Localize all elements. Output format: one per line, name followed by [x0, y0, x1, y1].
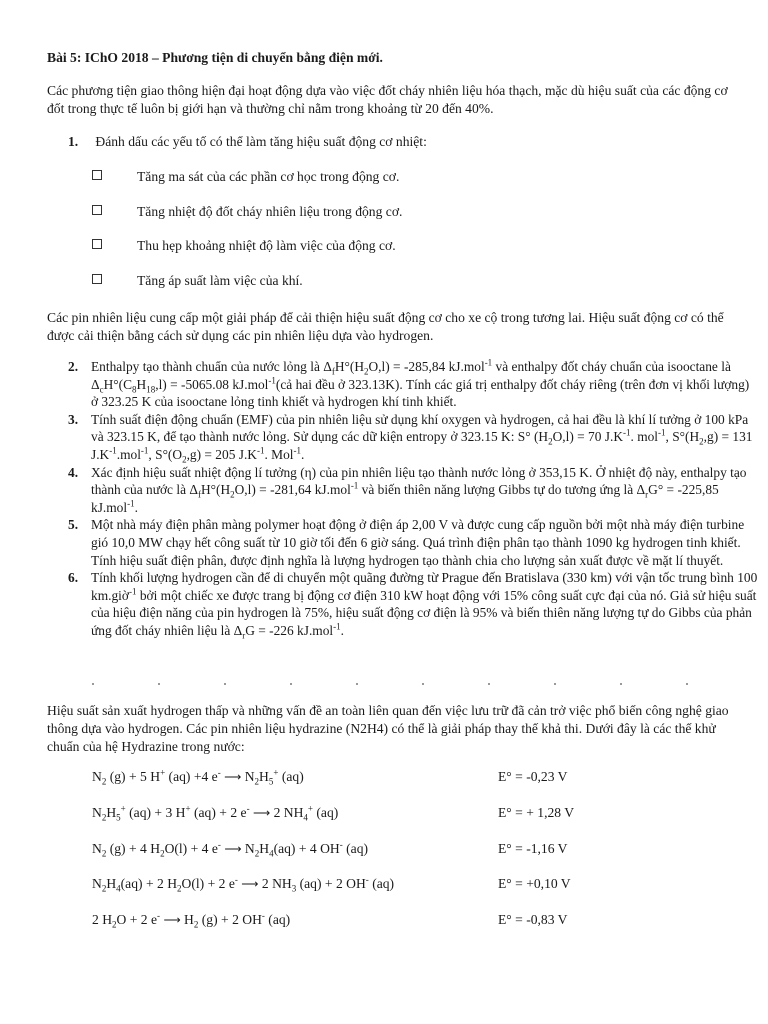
reaction-equation: $N_2$ (g) + 4 $H_2O(l) + 4$ e- ⟶ $N_2H_4(aq) + 4$ OH- (aq): [92, 839, 369, 859]
fuel-cell-paragraph: Các pin nhiên liệu cung cấp một giải pháp để cải thiện hiệu suất động cơ cho xe cộ trong tương lai. Hiệu suất động cơ có thể được cải thiện bằng cách sử dụng các pin nhiên liệu dựa vào hydrogen.: [47, 310, 724, 343]
question-1: [68, 134, 427, 150]
question-item: [68, 464, 758, 517]
option-label: Tăng nhiệt độ đốt cháy nhiên liệu trong động cơ.: [137, 204, 403, 219]
question-list: [68, 358, 758, 640]
potential-value: E° = -0,23 V: [498, 769, 568, 784]
question-number: 2.: [68, 359, 79, 374]
question-text: Tính suất điện động chuẩn (EMF) của pin nhiên liệu sử dụng khí oxygen và hydrogen, cả hai đều là khí lí tưởng ở 100 kPa và 323.15 K, để tạo thành nước lỏng. Sử dụng các dữ kiện entropy ở 323.15 K: S° $(H_2O,l) = 70$ $J.K^{-1}$. mol$^{-1}$, $S^\circ(H_2,g) = 131$ $J.K^{-1}.mol^{-1}$, $S^\circ(O_2,g) = 205$ $J.K^{-1}$. Mol$^{-1}$.: [91, 411, 753, 465]
question-number: 3.: [68, 411, 79, 427]
question-text: Xác định hiệu suất nhiệt động lí tưởng (η) của pin nhiên liệu tạo thành nước lỏng ở 353,15 K. Ở nhiệt độ này, enthalpy tạo thành của nước là $\Delta_fH^\circ(H_2O,l) = -281,64$ kJ.mol$^{-1}$ và biến thiên năng lượng Gibbs tự do tương ứng là $\Delta_rG^\circ = -225,85$ kJ.mol$^{-1}$.: [91, 464, 747, 515]
reaction-equation: $N_2H_4(aq) + 2$ $H_2O(l) + 2$ e- ⟶ 2 $NH_3$ (aq) + 2 OH- (aq): [92, 874, 395, 894]
question-number: 5.: [68, 517, 79, 533]
reaction-equation: $N_2$ (g) + 5 H+ (aq) +4 e- ⟶ $N_2H_5^+$ (aq): [92, 767, 304, 787]
reaction-equation: $N_2H_5^+$ (aq) + 3 H+ (aq) + 2 e- ⟶ 2 $NH_4^+$ (aq): [92, 803, 339, 823]
option-label: Tăng ma sát của các phần cơ học trong động cơ.: [137, 169, 400, 184]
reaction-equation: 2 $H_2O + 2$ e- ⟶ $H_2$ (g) + 2 OH- (aq): [92, 910, 291, 930]
question-item: [68, 358, 758, 411]
question-text: Enthalpy tạo thành chuẩn của nước lỏng là $\Delta_fH^\circ(H_2O,l) = -285,84$ kJ.mol$^{-1}$ và enthalpy đốt cháy chuẩn của isooctane là $\Delta_cH^\circ(C_8H_{18},l) = -5065.08$ kJ.mol$^{-1}$(cả hai đều ở 323.13K). Tính các giá trị enthalpy đốt cháy riêng (trên đơn vị khối lượng) ở 323.25 K của isooctane lỏng tinh khiết và hydrogen khí tinh khiết.: [91, 357, 750, 410]
question-text: Đánh dấu các yếu tố có thể làm tăng hiệu suất động cơ nhiệt:: [95, 134, 427, 149]
option-label: Tăng áp suất làm việc của khí.: [137, 273, 303, 288]
potential-value: E° = +0,10 V: [498, 876, 571, 891]
question-text: Một nhà máy điện phân màng polymer hoạt động ở điện áp 2,00 V và được cung cấp nguồn bởi một nhà máy điện turbine gió 10,0 MW chạy hết công suất từ 10 giờ tối đến 6 giờ sáng. Quá trình điện phân tạo thành 1090 kg hydrogen tinh khiết. Tính hiệu suất điện phân, được định nghĩa là lượng hydrogen tạo thành chia cho lượng sản xuất được về mặt lí thuyết.: [91, 517, 745, 568]
intro-paragraph: Các phương tiện giao thông hiện đại hoạt động dựa vào việc đốt cháy nhiên liệu hóa thạch, mặc dù hiệu suất của các động cơ đốt trong thực tế luôn bị giới hạn và thường chỉ nằm trong khoảng từ 20 đến 40%.: [47, 83, 728, 116]
potential-value: E° = + 1,28 V: [498, 805, 575, 820]
question-item: [68, 569, 758, 639]
question-number: 4.: [68, 464, 79, 480]
potential-value: E° = -1,16 V: [498, 841, 568, 856]
question-text: Tính khối lượng hydrogen cần để di chuyển một quãng đường từ Prague đến Bratislava (330 km) với vận tốc trung bình 100 km.giờ$^{-1}$ bởi một chiếc xe được trang bị động cơ điện 310 kW hoạt động với 15% công suất cực đại của nó. Giả sử hiệu suất của hiệu điện năng của pin hydrogen là 75%, hiệu suất động cơ điện là 95% và biến thiên năng lượng tự do Gibbs của phản ứng đốt cháy nhiên liệu là $\Delta_rG = -226$ kJ.mol$^{-1}$.: [91, 570, 758, 641]
problem-title: Bài 5: IChO 2018 – Phương tiện di chuyển bằng điện mới.: [47, 50, 383, 65]
question-item: [68, 411, 758, 464]
option-item[interactable]: [92, 273, 303, 289]
option-label: Thu hẹp khoảng nhiệt độ làm việc của động cơ.: [137, 238, 396, 253]
option-item[interactable]: [92, 169, 399, 185]
question-number: 6.: [68, 570, 79, 586]
checkbox-icon[interactable]: [92, 170, 102, 180]
question-number: 1.: [68, 134, 79, 149]
hydrazine-paragraph: Hiệu suất sản xuất hydrogen thấp và những vấn đề an toàn liên quan đến việc lưu trữ đã cản trở việc phổ biến công nghệ giao thông dựa vào hydrogen. Các pin nhiên liệu hydrazine (N2H4) có thể là giải pháp thay thế khả thi. Dưới đây là các thế khử chuẩn của hệ Hydrazine trong nước:: [47, 703, 729, 754]
checkbox-icon[interactable]: [92, 205, 102, 215]
question-item: [68, 516, 758, 569]
potential-value: E° = -0,83 V: [498, 912, 568, 927]
checkbox-icon[interactable]: [92, 239, 102, 249]
dotted-divider: [92, 683, 752, 685]
option-item[interactable]: [92, 238, 396, 254]
option-item[interactable]: [92, 204, 402, 220]
checkbox-icon[interactable]: [92, 274, 102, 284]
